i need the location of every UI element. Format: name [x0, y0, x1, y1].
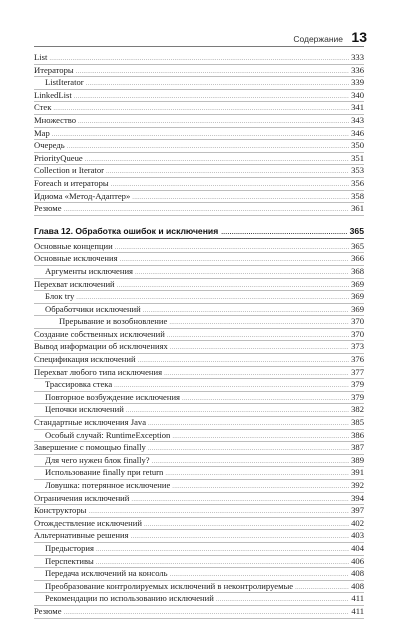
toc-entry-title: Вывод информации об исключениях — [34, 341, 168, 352]
toc-entry-title: Collection и Iterator — [34, 165, 104, 176]
toc-chapter-heading — [34, 224, 364, 239]
toc-entry-title: Создание собственных исключений — [34, 328, 165, 339]
dot-leader — [49, 53, 349, 65]
dot-leader — [86, 78, 349, 90]
toc-section-before — [34, 52, 364, 216]
dot-leader — [138, 355, 350, 367]
dot-leader — [64, 204, 350, 216]
toc-entry-title: Аргументы исключения — [45, 265, 133, 276]
toc-entry-title: Трассировка стека — [45, 379, 113, 390]
dot-leader — [111, 179, 349, 191]
toc-entry-title: Очередь — [34, 140, 65, 151]
toc-entry-title: Перехват исключений — [34, 278, 115, 289]
toc-entry — [34, 241, 364, 254]
dot-leader — [131, 531, 350, 543]
toc-entry — [34, 191, 364, 204]
chapter-page: 365 — [349, 225, 364, 236]
toc-entry — [34, 543, 364, 556]
dot-leader — [143, 305, 349, 317]
toc-entry-page: 339 — [351, 77, 364, 88]
dot-leader — [67, 141, 349, 153]
toc-entry-page: 377 — [351, 366, 364, 377]
toc-entry-page: 346 — [351, 127, 364, 138]
toc-entry-page: 408 — [351, 568, 364, 579]
toc-entry-page: 403 — [351, 530, 364, 541]
dot-leader — [74, 91, 349, 103]
dot-leader — [148, 418, 349, 430]
toc-entry-page: 389 — [351, 454, 364, 465]
toc-entry — [34, 316, 364, 329]
toc-entry — [34, 165, 364, 178]
toc-entry — [34, 455, 364, 468]
toc-entry — [34, 593, 364, 606]
toc-entry-title: List — [34, 52, 48, 62]
dot-leader — [148, 443, 349, 455]
dot-leader — [96, 544, 349, 556]
dot-leader — [52, 129, 349, 141]
toc-entry — [34, 430, 364, 443]
toc-entry-page: 387 — [351, 442, 364, 453]
toc-entry-title: Основные исключения — [34, 253, 118, 264]
toc-entry-title: Для чего нужен блок finally? — [45, 454, 150, 465]
dot-leader — [132, 192, 349, 204]
toc-entry-page: 404 — [351, 542, 364, 553]
dot-leader — [295, 582, 349, 594]
toc-entry-page: 361 — [351, 203, 364, 214]
dot-leader — [221, 226, 346, 240]
toc-entry — [34, 530, 364, 543]
toc-entry-page: 370 — [351, 316, 364, 327]
dot-leader — [182, 393, 349, 405]
toc-entry-title: ListIterator — [45, 77, 84, 88]
dot-leader — [114, 380, 349, 392]
toc-entry-page: 340 — [351, 89, 364, 100]
toc-entry — [34, 493, 364, 506]
dot-leader — [216, 594, 350, 606]
toc-entry-title: Foreach и итераторы — [34, 177, 109, 188]
page-header — [0, 0, 400, 50]
toc-entry-page: 343 — [351, 114, 364, 125]
toc-entry — [34, 467, 364, 480]
toc-entry-page: 350 — [351, 140, 364, 151]
toc-entry-page: 402 — [351, 517, 364, 528]
toc-entry-page: 411 — [351, 605, 364, 616]
running-head-title: Содержание — [293, 34, 343, 44]
toc-entry-title: Ловушка: потерянное исключение — [45, 480, 171, 490]
toc-entry-title: Преобразование контролируемых исключений в неконтролируемые — [45, 580, 294, 591]
toc-entry — [34, 379, 364, 392]
toc-entry — [34, 581, 364, 594]
toc-entry — [34, 480, 364, 493]
toc-entry-title: Map — [34, 127, 50, 138]
dot-leader — [152, 456, 349, 468]
toc-entry-title: Перспективы — [45, 555, 94, 566]
dot-leader — [96, 557, 349, 569]
toc-entry — [34, 304, 364, 317]
toc-entry-title: Идиома «Метод-Адаптер» — [34, 190, 131, 201]
toc-entry — [34, 178, 364, 191]
toc-entry-page: 333 — [351, 52, 364, 62]
toc-entry-title: LinkedList — [34, 89, 72, 100]
toc-entry-page: 369 — [351, 278, 364, 289]
toc-entry — [34, 442, 364, 455]
toc-entry-title: Конструкторы — [34, 505, 87, 516]
toc-entry-page: 385 — [351, 417, 364, 428]
page-number: 13 — [351, 29, 367, 45]
toc-entry — [34, 556, 364, 569]
toc-entry-title: Предыстория — [45, 542, 94, 553]
dot-leader — [117, 280, 349, 292]
toc-entry — [34, 65, 364, 78]
toc-entry — [34, 568, 364, 581]
toc-entry-page: 382 — [351, 404, 364, 415]
dot-leader — [85, 154, 349, 166]
toc-entry — [34, 253, 364, 266]
toc-entry-page: 376 — [351, 354, 364, 365]
toc-entry — [34, 392, 364, 405]
toc-entry-title: Особый случай: RuntimeException — [45, 429, 171, 440]
toc-entry — [34, 153, 364, 166]
toc-entry-page: 369 — [351, 303, 364, 314]
toc-entry-page: 366 — [351, 253, 364, 264]
table-of-contents — [34, 52, 364, 619]
toc-entry-page: 353 — [351, 165, 364, 176]
dot-leader — [76, 292, 349, 304]
toc-entry-page: 408 — [351, 580, 364, 591]
toc-entry-title: Рекомендации по использованию исключений — [45, 593, 214, 604]
toc-entry-title: Итераторы — [34, 64, 74, 75]
toc-entry-page: 373 — [351, 341, 364, 352]
toc-entry-page: 351 — [351, 152, 364, 163]
toc-entry-page: 394 — [351, 492, 364, 503]
toc-entry-page: 370 — [351, 328, 364, 339]
toc-entry-title: PriorityQueue — [34, 152, 83, 163]
toc-entry-title: Повторное возбуждение исключения — [45, 391, 181, 402]
toc-entry — [34, 505, 364, 518]
toc-entry-title: Резюме — [34, 605, 62, 616]
toc-entry-title: Цепочки исключений — [45, 404, 124, 415]
toc-entry — [34, 417, 364, 430]
dot-leader — [135, 267, 349, 279]
toc-entry — [34, 518, 364, 531]
dot-leader — [164, 368, 349, 380]
toc-entry-title: Основные концепции — [34, 240, 113, 251]
toc-entry-title: Блок try — [45, 291, 75, 302]
toc-entry-page: 411 — [351, 593, 364, 604]
toc-entry — [34, 291, 364, 304]
toc-entry-title: Перехват любого типа исключения — [34, 366, 163, 377]
toc-entry-page: 391 — [351, 467, 364, 478]
dot-leader — [126, 405, 349, 417]
toc-entry — [34, 203, 364, 216]
dot-leader — [170, 342, 349, 354]
toc-entry-page: 358 — [351, 190, 364, 201]
dot-leader — [78, 116, 349, 128]
dot-leader — [120, 254, 350, 266]
toc-entry — [34, 90, 364, 103]
toc-entry — [34, 52, 364, 65]
toc-entry — [34, 140, 364, 153]
toc-entry-title: Обработчики исключений — [45, 303, 141, 314]
toc-entry — [34, 115, 364, 128]
toc-entry-title: Альтернативные решения — [34, 530, 129, 541]
toc-entry-title: Спецификация исключений — [34, 354, 136, 365]
toc-entry-title: Передача исключений на консоль — [45, 568, 168, 579]
toc-entry — [34, 279, 364, 292]
toc-entry-title: Множество — [34, 114, 77, 125]
dot-leader — [165, 468, 349, 480]
dot-leader — [172, 431, 349, 443]
toc-entry-page: 365 — [351, 240, 364, 251]
toc-entry-title: Отождествление исключений — [34, 517, 142, 528]
toc-entry-page: 336 — [351, 64, 364, 75]
dot-leader — [131, 494, 349, 506]
toc-entry-page: 406 — [351, 555, 364, 566]
toc-entry-page: 369 — [351, 291, 364, 302]
toc-entry-page: 379 — [351, 379, 364, 390]
toc-entry — [34, 102, 364, 115]
dot-leader — [64, 607, 350, 619]
dot-leader — [115, 242, 349, 254]
toc-entry — [34, 606, 364, 619]
toc-entry-title: Завершение с помощью finally — [34, 442, 146, 453]
toc-entry — [34, 128, 364, 141]
toc-entry-page: 356 — [351, 177, 364, 188]
toc-entry — [34, 329, 364, 342]
dot-leader — [170, 569, 350, 581]
dot-leader — [76, 66, 349, 78]
toc-entry — [34, 404, 364, 417]
toc-entry-page: 368 — [351, 265, 364, 276]
toc-entry-title: Стек — [34, 102, 52, 113]
header-rule — [34, 46, 364, 47]
toc-section-after — [34, 241, 364, 619]
toc-entry-page: 392 — [351, 480, 364, 490]
dot-leader — [88, 506, 349, 518]
dot-leader — [144, 519, 349, 531]
toc-entry — [34, 354, 364, 367]
dot-leader — [53, 103, 349, 115]
chapter-title: Глава 12. Обработка ошибок и исключения — [34, 225, 219, 236]
toc-entry-title: Использование finally при return — [45, 467, 164, 478]
toc-entry-page: 341 — [351, 102, 364, 113]
toc-entry-page: 397 — [351, 505, 364, 516]
toc-entry-title: Ограничения исключений — [34, 492, 130, 503]
dot-leader — [106, 166, 349, 178]
dot-leader — [167, 330, 349, 342]
toc-entry-title: Резюме — [34, 203, 62, 214]
toc-entry-title: Стандартные исключения Java — [34, 417, 147, 428]
toc-entry — [34, 266, 364, 279]
toc-entry — [34, 341, 364, 354]
toc-entry — [34, 77, 364, 90]
toc-entry-page: 379 — [351, 391, 364, 402]
toc-entry — [34, 367, 364, 380]
toc-entry-title: Прерывание и возобновление — [59, 316, 168, 327]
dot-leader — [172, 481, 349, 493]
dot-leader — [169, 317, 349, 329]
toc-entry-page: 386 — [351, 429, 364, 440]
